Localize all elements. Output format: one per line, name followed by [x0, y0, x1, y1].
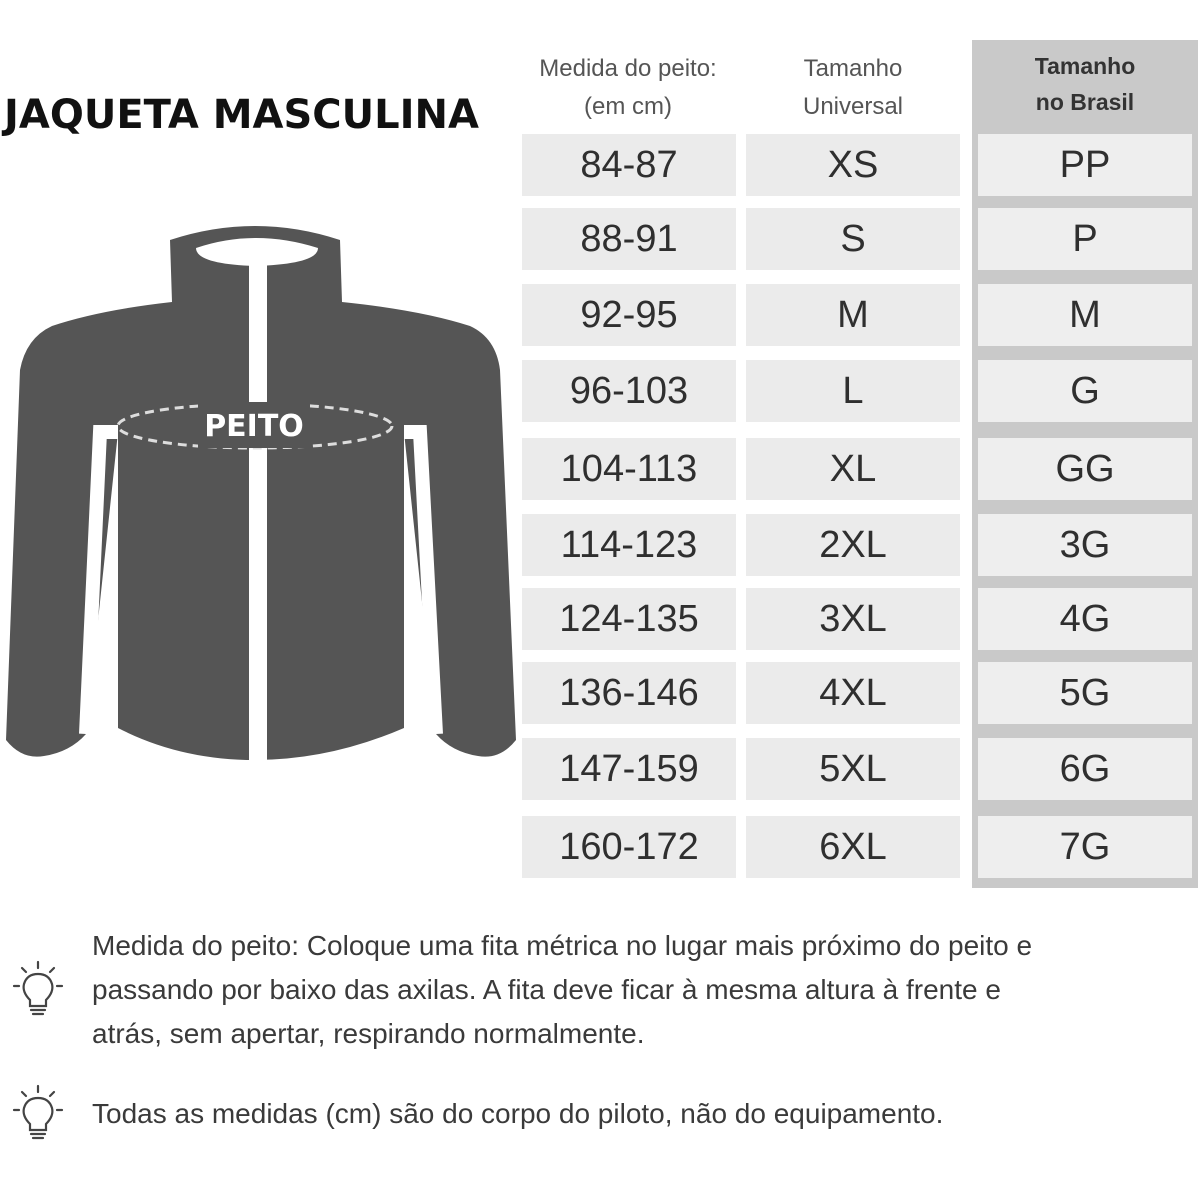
size-cell-universal: 5XL — [746, 738, 960, 800]
header-chest-line2: (em cm) — [584, 93, 672, 120]
size-cell-universal: XS — [746, 134, 960, 196]
header-brazil-line1: Tamanho — [1034, 53, 1136, 79]
size-cell-chest: 160-172 — [522, 816, 736, 878]
note-line: Todas as medidas (cm) são do corpo do piloto, não do equipamento. — [92, 1098, 944, 1129]
size-cell-brazil: GG — [978, 438, 1192, 500]
size-cell-universal: XL — [746, 438, 960, 500]
size-cell-brazil: G — [978, 360, 1192, 422]
lightbulb-icon — [12, 1084, 64, 1144]
jacket-silhouette-icon — [0, 200, 520, 770]
note-line: atrás, sem apertar, respirando normalmente. — [92, 1018, 645, 1049]
header-universal-line2: Universal — [802, 93, 904, 120]
size-cell-brazil: PP — [978, 134, 1192, 196]
size-cell-chest: 147-159 — [522, 738, 736, 800]
page-title: JAQUETA MASCULINA — [4, 92, 479, 138]
size-cell-universal: 3XL — [746, 588, 960, 650]
size-cell-chest: 114-123 — [522, 514, 736, 576]
size-cell-brazil: P — [978, 208, 1192, 270]
size-cell-universal: L — [746, 360, 960, 422]
size-cell-brazil: 6G — [978, 738, 1192, 800]
chest-label: PEITO — [204, 409, 304, 444]
header-chest — [520, 50, 736, 126]
size-cell-chest: 124-135 — [522, 588, 736, 650]
header-brazil-line2: no Brasil — [1035, 89, 1135, 115]
size-cell-brazil: 4G — [978, 588, 1192, 650]
size-cell-universal: M — [746, 284, 960, 346]
size-cell-chest: 88-91 — [522, 208, 736, 270]
size-cell-chest: 92-95 — [522, 284, 736, 346]
size-cell-universal: 6XL — [746, 816, 960, 878]
size-cell-brazil: 5G — [978, 662, 1192, 724]
size-cell-universal: S — [746, 208, 960, 270]
header-chest-line1: Medida do peito: — [539, 55, 717, 82]
note-line: passando por baixo das axilas. A fita deve ficar à mesma altura à frente e — [92, 974, 1001, 1005]
note-body-measures — [92, 1092, 1192, 1136]
size-cell-chest: 84-87 — [522, 134, 736, 196]
header-universal — [746, 50, 960, 126]
header-brazil — [972, 48, 1198, 120]
size-cell-brazil: 3G — [978, 514, 1192, 576]
size-cell-brazil: M — [978, 284, 1192, 346]
size-cell-chest: 136-146 — [522, 662, 736, 724]
size-cell-universal: 4XL — [746, 662, 960, 724]
note-chest-measure — [92, 924, 1192, 1056]
size-cell-universal: 2XL — [746, 514, 960, 576]
size-cell-chest: 104-113 — [522, 438, 736, 500]
lightbulb-icon — [12, 960, 64, 1020]
size-cell-chest: 96-103 — [522, 360, 736, 422]
header-universal-line1: Tamanho — [803, 55, 903, 82]
note-line: Medida do peito: Coloque uma fita métrica no lugar mais próximo do peito e — [92, 930, 1033, 961]
size-cell-brazil: 7G — [978, 816, 1192, 878]
